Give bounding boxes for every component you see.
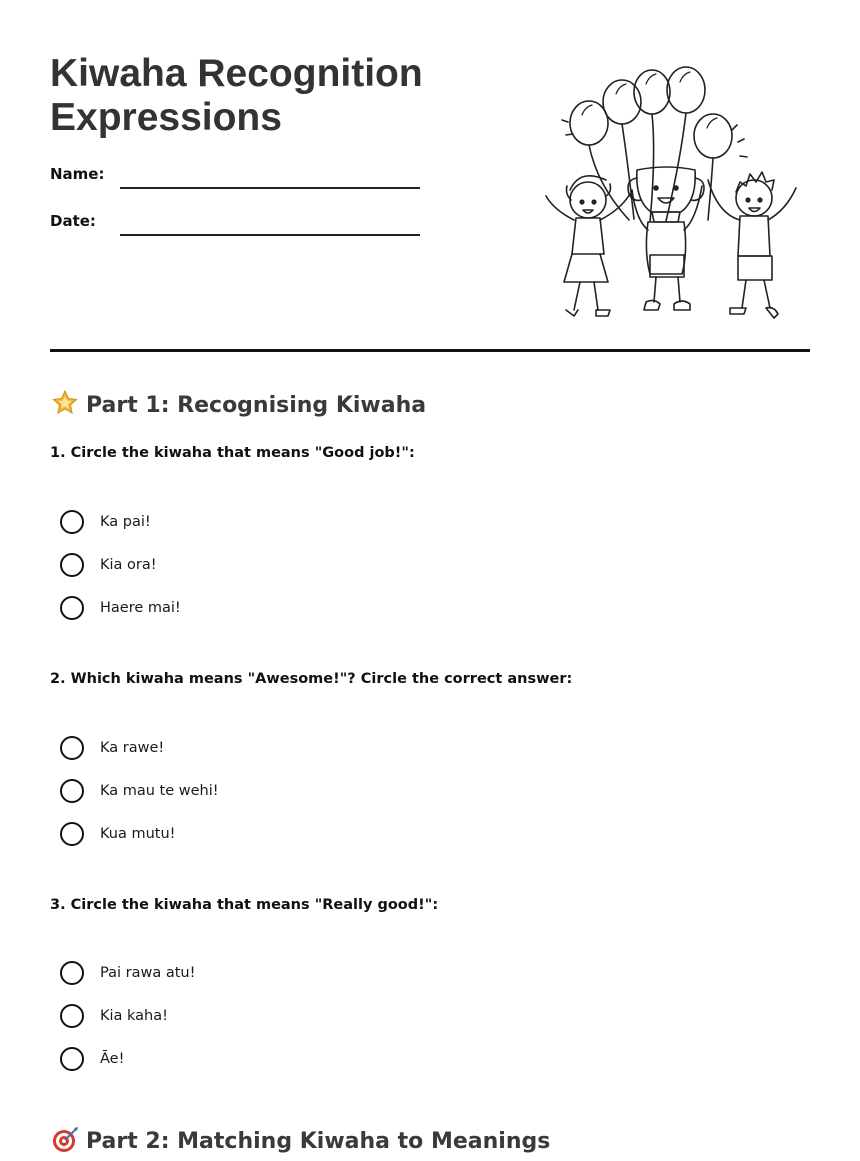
option-label: Ka pai! — [100, 514, 151, 530]
option-circle[interactable] — [60, 510, 84, 534]
option-circle[interactable] — [60, 736, 84, 760]
title-line-1: Kiwaha Recognition — [50, 52, 423, 95]
option-circle[interactable] — [60, 822, 84, 846]
option-circle[interactable] — [60, 961, 84, 985]
date-label: Date: — [50, 212, 96, 230]
part2-heading — [50, 1124, 550, 1157]
option-label: Ka rawe! — [100, 740, 165, 756]
part1-heading-text: Part 1: Recognising Kiwaha — [86, 393, 427, 418]
part2-heading-text: Part 2: Matching Kiwaha to Meanings — [86, 1129, 551, 1154]
option-circle[interactable] — [60, 779, 84, 803]
name-field[interactable] — [120, 187, 420, 189]
name-label: Name: — [50, 165, 105, 183]
option-label: Pai rawa atu! — [100, 965, 196, 981]
option-label: Kia kaha! — [100, 1008, 168, 1024]
question-1: 1. Circle the kiwaha that means "Good job!": — [50, 445, 415, 461]
q1-option-1[interactable] — [60, 510, 151, 534]
part1-heading — [50, 388, 426, 421]
question-3: 3. Circle the kiwaha that means "Really good!": — [50, 897, 439, 913]
q2-option-1[interactable] — [60, 736, 164, 760]
celebration-illustration — [540, 60, 810, 322]
title-line-2: Expressions — [50, 96, 282, 139]
section-divider — [50, 349, 810, 352]
q1-option-2[interactable] — [60, 553, 157, 577]
q3-option-2[interactable] — [60, 1004, 168, 1028]
date-field[interactable] — [120, 234, 420, 236]
option-label: Kia ora! — [100, 557, 157, 573]
q2-option-2[interactable] — [60, 779, 219, 803]
question-2: 2. Which kiwaha means "Awesome!"? Circle the correct answer: — [50, 671, 573, 687]
q2-option-3[interactable] — [60, 822, 175, 846]
option-label: Haere mai! — [100, 600, 181, 616]
target-icon — [50, 1124, 80, 1154]
q3-option-1[interactable] — [60, 961, 195, 985]
option-circle[interactable] — [60, 1004, 84, 1028]
option-circle[interactable] — [60, 553, 84, 577]
option-label: Ka mau te wehi! — [100, 783, 219, 799]
option-label: Kua mutu! — [100, 826, 176, 842]
option-circle[interactable] — [60, 1047, 84, 1071]
option-circle[interactable] — [60, 596, 84, 620]
option-label: Āe! — [100, 1051, 125, 1067]
star-icon — [50, 388, 80, 418]
q1-option-3[interactable] — [60, 596, 181, 620]
page-title — [50, 52, 490, 140]
q3-option-3[interactable] — [60, 1047, 124, 1071]
